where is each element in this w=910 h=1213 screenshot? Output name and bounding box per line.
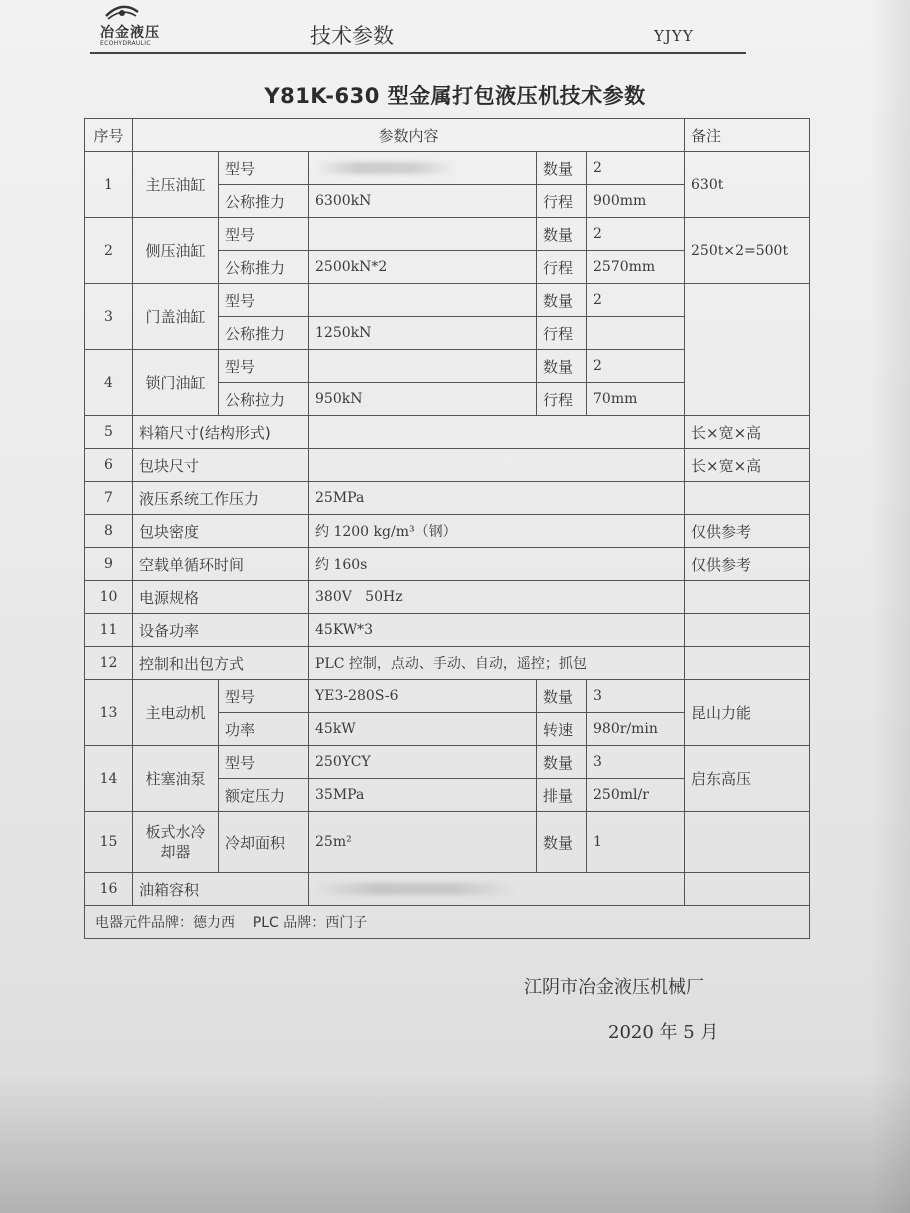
param-value: 250YCY [309,746,537,779]
table-row [85,152,810,185]
row-no: 4 [85,350,133,416]
spec-table [84,118,810,939]
table-row [85,746,810,779]
company-logo [92,2,192,52]
param-value: 25m² [309,812,537,873]
remark-cell: 250t×2=500t [685,218,810,284]
document-date: 2020 年 5 月 [608,1022,719,1043]
param-label: 行程 [537,185,587,218]
row-name: 设备功率 [133,614,309,647]
param-label: 数量 [537,746,587,779]
param-value: 2570mm [587,251,685,284]
table-row [85,812,810,873]
row-name: 油箱容积 [133,873,309,906]
param-label: 排量 [537,779,587,812]
row-value: 380V 50Hz [309,581,685,614]
param-label: 型号 [219,152,309,185]
param-value: YE3-280S-6 [309,680,537,713]
row-no: 12 [85,647,133,680]
row-name: 门盖油缸 [133,284,219,350]
company-signature: 江阴市冶金液压机械厂 [524,977,704,998]
row-value: 45KW*3 [309,614,685,647]
header-title: 技术参数 [310,24,394,48]
row-value [309,449,685,482]
row-name-line: 板式水冷 [145,823,206,841]
row-no: 13 [85,680,133,746]
remark-cell: 长×宽×高 [685,449,810,482]
row-name: 控制和出包方式 [133,647,309,680]
remark-cell: 昆山力能 [685,680,810,746]
param-value: 6300kN [309,185,537,218]
param-label: 型号 [219,746,309,779]
table-row [85,515,810,548]
param-label: 数量 [537,812,587,873]
remark-cell [685,647,810,680]
param-value [309,284,537,317]
table-row [85,482,810,515]
paper-shading [870,0,910,1213]
param-value: 1 [587,812,685,873]
param-value: 70mm [587,383,685,416]
param-value: 2500kN*2 [309,251,537,284]
remark-cell: 仅供参考 [685,548,810,581]
table-row [85,416,810,449]
param-label: 型号 [219,284,309,317]
table-row [85,873,810,906]
row-name-line: 却器 [160,843,191,861]
param-value [309,218,537,251]
obscured-value [315,162,455,174]
param-label: 数量 [537,350,587,383]
row-no: 14 [85,746,133,812]
param-value: 900mm [587,185,685,218]
param-value: 45kW [309,713,537,746]
param-value: 3 [587,746,685,779]
param-label: 功率 [219,713,309,746]
row-name: 包块密度 [133,515,309,548]
remark-cell [685,284,810,416]
remark-cell [685,482,810,515]
param-value [587,317,685,350]
param-label: 型号 [219,218,309,251]
param-label: 数量 [537,152,587,185]
logo-text: 冶金液压 [100,25,160,41]
param-value: 1250kN [309,317,537,350]
param-label: 型号 [219,680,309,713]
param-value: 35MPa [309,779,537,812]
table-row [85,581,810,614]
param-label: 转速 [537,713,587,746]
param-label: 公称拉力 [219,383,309,416]
param-value: 3 [587,680,685,713]
row-value: 约 1200 kg/m³（钢） [309,515,685,548]
row-no: 11 [85,614,133,647]
param-value: 980r/min [587,713,685,746]
param-value: 2 [587,152,685,185]
remark-cell [685,873,810,906]
row-name: 电源规格 [133,581,309,614]
row-value: PLC 控制，点动、手动、自动，遥控；抓包 [309,647,685,680]
logo-subtext: ECOHYDRAULIC [100,40,151,47]
remark-cell: 630t [685,152,810,218]
param-label: 公称推力 [219,185,309,218]
remark-cell: 长×宽×高 [685,416,810,449]
row-name: 空载单循环时间 [133,548,309,581]
param-label: 行程 [537,251,587,284]
table-row [85,906,810,939]
param-value: 2 [587,218,685,251]
table-row [85,284,810,317]
table-row [85,680,810,713]
table-row [85,218,810,251]
paper-shading-bottom [0,1073,910,1213]
param-value [309,350,537,383]
param-label: 型号 [219,350,309,383]
row-value: 约 160s [309,548,685,581]
header-divider [90,52,746,54]
table-header-row [85,119,810,152]
row-no: 1 [85,152,133,218]
obscured-value [315,883,515,895]
param-label: 数量 [537,284,587,317]
remark-cell [685,614,810,647]
row-no: 15 [85,812,133,873]
row-name: 液压系统工作压力 [133,482,309,515]
param-value: 950kN [309,383,537,416]
row-name [133,812,219,873]
row-name: 包块尺寸 [133,449,309,482]
remark-cell [685,812,810,873]
row-no: 16 [85,873,133,906]
header-code: YJYY [654,27,694,45]
remark-cell: 启东高压 [685,746,810,812]
brand-note: 电器元件品牌：德力西 PLC 品牌：西门子 [85,906,810,939]
row-no: 8 [85,515,133,548]
param-label: 数量 [537,218,587,251]
row-no: 3 [85,284,133,350]
row-no: 9 [85,548,133,581]
row-name: 柱塞油泵 [133,746,219,812]
header-cell-remark: 备注 [685,119,810,152]
row-value [309,873,685,906]
table-row [85,647,810,680]
param-value: 2 [587,284,685,317]
param-label: 额定压力 [219,779,309,812]
row-value [309,416,685,449]
row-value: 25MPa [309,482,685,515]
row-no: 10 [85,581,133,614]
header-cell-content: 参数内容 [133,119,685,152]
param-label: 公称推力 [219,251,309,284]
param-value: 2 [587,350,685,383]
row-name: 侧压油缸 [133,218,219,284]
remark-cell: 仅供参考 [685,515,810,548]
param-label: 行程 [537,383,587,416]
remark-cell [685,581,810,614]
param-label: 公称推力 [219,317,309,350]
param-label: 冷却面积 [219,812,309,873]
row-name: 料箱尺寸(结构形式) [133,416,309,449]
param-label: 行程 [537,317,587,350]
row-no: 7 [85,482,133,515]
row-name: 锁门油缸 [133,350,219,416]
row-name: 主电动机 [133,680,219,746]
row-name: 主压油缸 [133,152,219,218]
header-cell-no: 序号 [85,119,133,152]
row-no: 6 [85,449,133,482]
table-row [85,614,810,647]
logo-mark-icon [102,2,142,24]
document-title: Y81K-630 型金属打包液压机技术参数 [264,84,646,108]
param-value [309,152,537,185]
row-no: 5 [85,416,133,449]
param-value: 250ml/r [587,779,685,812]
table-row [85,449,810,482]
row-no: 2 [85,218,133,284]
param-label: 数量 [537,680,587,713]
table-row [85,548,810,581]
